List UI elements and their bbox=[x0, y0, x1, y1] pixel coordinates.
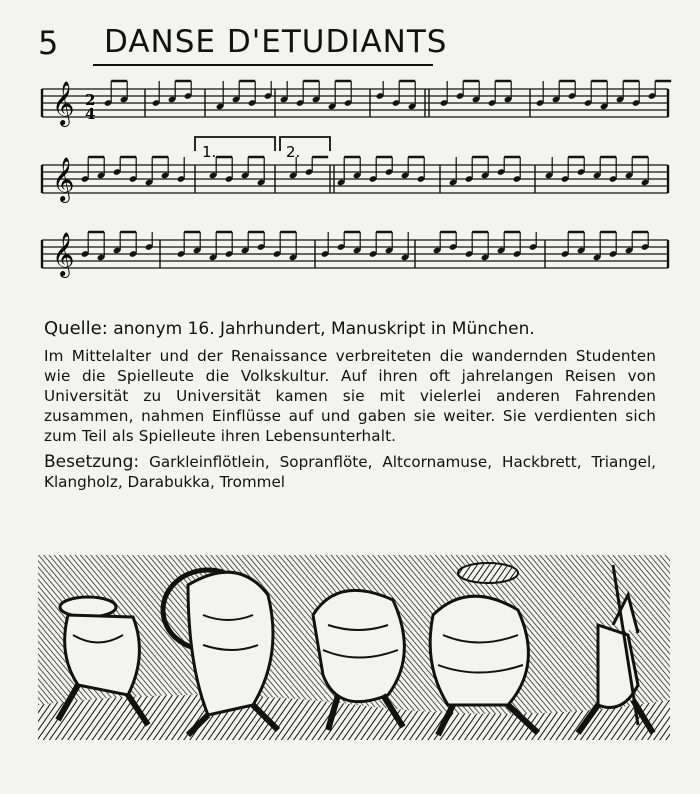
woodcut-illustration bbox=[38, 555, 670, 740]
source-text: anonym 16. Jahrhundert, Manuskript in München. bbox=[113, 319, 535, 339]
instrumentation-line bbox=[44, 452, 656, 492]
treble-clef-icon: 𝄞 bbox=[52, 157, 75, 201]
description-paragraph: Im Mittelalter und der Renaissance verbreiteten die wandernden Studenten wie die Spielleute die Volkskultur. Auf ihren oft jahrelangen Reisen von Universität zu Universität kamen sie mit vielerlei anderen Fahrenden zusammen, nahmen Einflüsse auf und gaben sie weiter. Sie verdienten sich zum Teil als Spielleute ihren Lebensunterhalt. bbox=[44, 347, 656, 445]
time-signature-top: 2 bbox=[85, 91, 96, 109]
title-underline bbox=[93, 64, 433, 66]
instrumentation-text: Garkleinflötlein, Sopranflöte, Altcornamuse, Hackbrett, Triangel, Klangholz, Darabukka, Trommel bbox=[44, 453, 656, 491]
text-block bbox=[44, 318, 656, 492]
source-line bbox=[44, 318, 656, 340]
song-title: DANSE D'ETUDIANTS bbox=[104, 24, 448, 60]
instrumentation-label: Besetzung: bbox=[44, 452, 140, 472]
source-label: Quelle: bbox=[44, 318, 108, 339]
staff bbox=[42, 81, 668, 127]
volta-1-label: 1. bbox=[202, 143, 217, 161]
volta-2-label: 2. bbox=[286, 143, 301, 161]
music-notation bbox=[30, 75, 675, 290]
treble-clef-icon: 𝄞 bbox=[52, 81, 75, 125]
time-signature-bottom: 4 bbox=[85, 105, 96, 123]
treble-clef-icon: 𝄞 bbox=[52, 232, 75, 276]
song-number: 5 bbox=[38, 24, 59, 62]
